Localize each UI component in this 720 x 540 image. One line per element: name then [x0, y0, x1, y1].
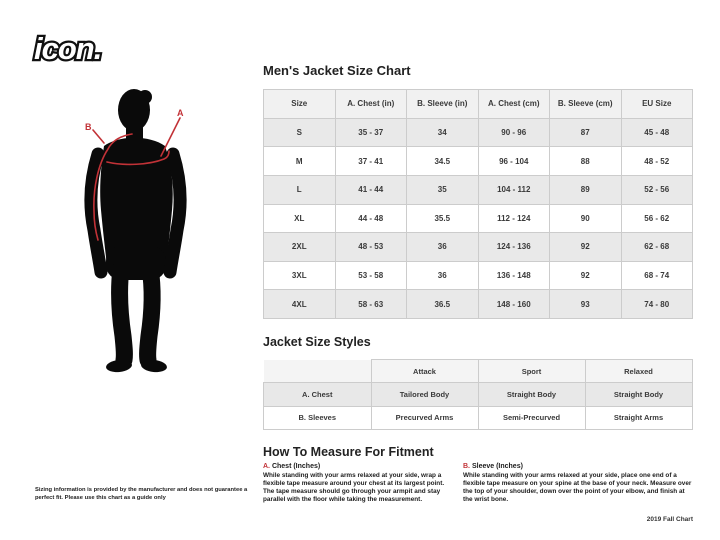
table-cell: 88 [550, 147, 622, 176]
table-cell: 89 [550, 175, 622, 204]
table-row [264, 290, 693, 319]
table-cell: Semi-Precurved [478, 406, 585, 429]
measure-label-a: A [177, 108, 184, 118]
row-header: B. Sleeves [264, 406, 372, 429]
table-cell: 34.5 [407, 147, 479, 176]
table-row [264, 261, 693, 290]
size-chart-title: Men's Jacket Size Chart [263, 63, 411, 78]
table-cell: 74 - 80 [621, 290, 693, 319]
table-row [264, 406, 693, 429]
table-cell: 124 - 136 [478, 233, 550, 262]
chest-instruction-label [263, 463, 446, 470]
table-cell: 93 [550, 290, 622, 319]
table-cell: Straight Body [585, 383, 692, 406]
style-chart-title: Jacket Size Styles [263, 335, 371, 349]
table-row [264, 118, 693, 147]
table-cell: 58 - 63 [335, 290, 407, 319]
table-cell: 62 - 68 [621, 233, 693, 262]
column-header: Sport [478, 360, 585, 383]
sleeve-label-pointer-line [93, 130, 104, 143]
table-cell: 48 - 52 [621, 147, 693, 176]
table-cell: 37 - 41 [335, 147, 407, 176]
column-header: B. Sleeve (cm) [550, 90, 622, 119]
table-cell: Straight Arms [585, 406, 692, 429]
sleeve-label-prefix: B. [463, 463, 470, 470]
chart-edition: 2019 Fall Chart [646, 516, 693, 523]
logo-text: icon. [34, 31, 102, 66]
styles-header-row [264, 360, 693, 383]
table-cell: XL [264, 204, 336, 233]
table-cell: 35 - 37 [335, 118, 407, 147]
table-cell: 52 - 56 [621, 175, 693, 204]
table-cell: 48 - 53 [335, 233, 407, 262]
chest-label-text: Chest (Inches) [271, 463, 321, 470]
table-cell: 56 - 62 [621, 204, 693, 233]
table-cell: 44 - 48 [335, 204, 407, 233]
table-cell: 112 - 124 [478, 204, 550, 233]
table-cell: S [264, 118, 336, 147]
table-cell: 45 - 48 [621, 118, 693, 147]
silhouette-shape [91, 89, 180, 373]
chest-instructions [263, 463, 446, 504]
measure-instructions [263, 463, 693, 504]
table-cell: 92 [550, 261, 622, 290]
table-cell: 104 - 112 [478, 175, 550, 204]
table-cell: 34 [407, 118, 479, 147]
chest-label-prefix: A. [263, 463, 270, 470]
table-cell: M [264, 147, 336, 176]
table-row [264, 233, 693, 262]
column-header: Relaxed [585, 360, 692, 383]
table-cell: Straight Body [478, 383, 585, 406]
row-header: A. Chest [264, 383, 372, 406]
table-cell: Precurved Arms [371, 406, 478, 429]
table-cell: 4XL [264, 290, 336, 319]
mens-jacket-size-table [263, 89, 693, 319]
table-cell: 35.5 [407, 204, 479, 233]
table-cell: 68 - 74 [621, 261, 693, 290]
table-cell: 92 [550, 233, 622, 262]
table-cell: 96 - 104 [478, 147, 550, 176]
table-cell: 87 [550, 118, 622, 147]
table-cell: 136 - 148 [478, 261, 550, 290]
sleeve-instructions [463, 463, 693, 504]
table-cell: Tailored Body [371, 383, 478, 406]
chest-instruction-text: While standing with your arms relaxed at your side, wrap a flexible tape measure around your chest at its largest point. The tape measure should go through your armpit and stay parallel with the floor while taking the measurement. [263, 472, 445, 503]
table-cell: 90 [550, 204, 622, 233]
table-cell: 41 - 44 [335, 175, 407, 204]
measure-section-title: How To Measure For Fitment [263, 445, 434, 459]
table-row [264, 204, 693, 233]
sleeve-instruction-text: While standing with your arms relaxed at your side, place one end of a flexible tape measure on your spine at the base of your neck. Measure over the top of your shoulder, down over the point of your elbow, and finish at the wrist bone. [463, 472, 692, 503]
table-row [264, 147, 693, 176]
sleeve-instruction-label [463, 463, 693, 470]
column-header: Size [264, 90, 336, 119]
column-header: B. Sleeve (in) [407, 90, 479, 119]
column-header: EU Size [621, 90, 693, 119]
jacket-size-styles-table [263, 359, 693, 430]
styles-corner-cell [264, 360, 372, 383]
table-cell: 36.5 [407, 290, 479, 319]
icon-brand-logo [30, 24, 160, 70]
size-table-header-row [264, 90, 693, 119]
table-cell: 3XL [264, 261, 336, 290]
body-silhouette-figure [84, 88, 190, 375]
sizing-disclaimer: Sizing information is provided by the manufacturer and does not guarantee a perfect fit. Please use this chart as a guide only [35, 487, 248, 501]
table-cell: 53 - 58 [335, 261, 407, 290]
sleeve-label-text: Sleeve (Inches) [471, 463, 523, 470]
table-cell: 35 [407, 175, 479, 204]
table-cell: L [264, 175, 336, 204]
table-cell: 90 - 96 [478, 118, 550, 147]
table-cell: 36 [407, 233, 479, 262]
table-cell: 36 [407, 261, 479, 290]
column-header: A. Chest (in) [335, 90, 407, 119]
measure-label-b: B [85, 122, 92, 132]
table-cell: 2XL [264, 233, 336, 262]
table-row [264, 383, 693, 406]
column-header: A. Chest (cm) [478, 90, 550, 119]
table-row [264, 175, 693, 204]
table-cell: 148 - 160 [478, 290, 550, 319]
column-header: Attack [371, 360, 478, 383]
